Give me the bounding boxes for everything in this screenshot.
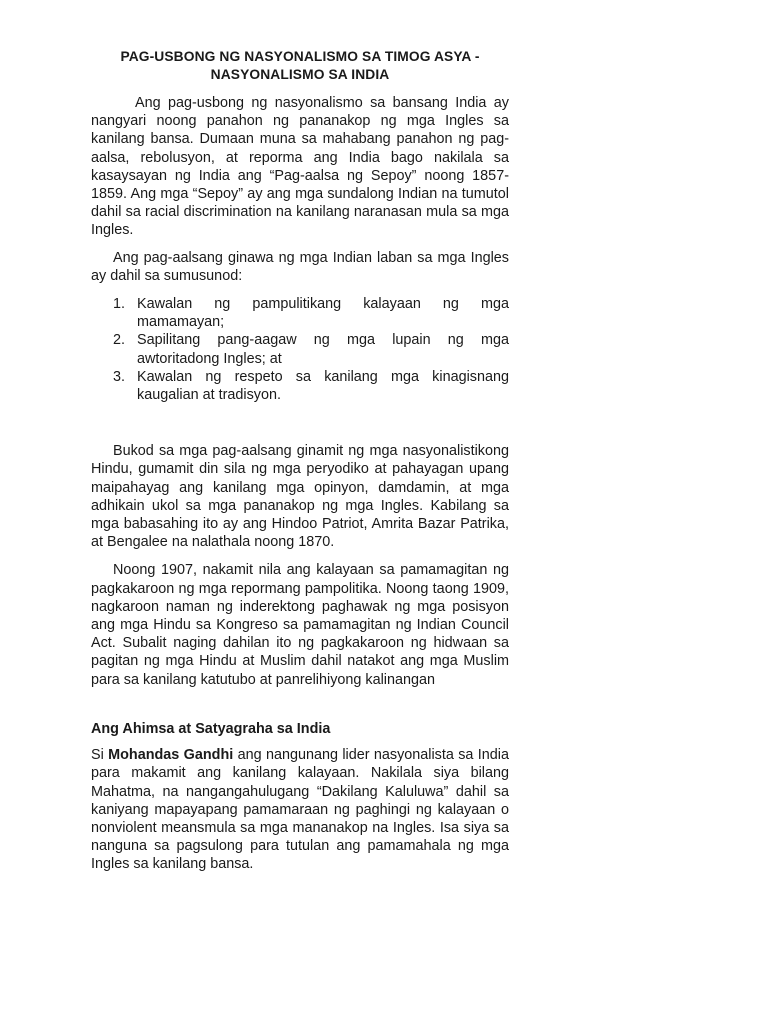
- document-page: [91, 48, 509, 874]
- document-title: [91, 48, 509, 84]
- gandhi-prefix: Si: [91, 747, 109, 764]
- list-item: [113, 331, 509, 367]
- list-item: [113, 368, 509, 404]
- list-item-number: 1.: [113, 296, 126, 313]
- list-item: [113, 295, 509, 331]
- list-item-number: 3.: [113, 368, 126, 385]
- causes-list: [91, 295, 509, 404]
- gandhi-name: Mohandas Gandhi: [108, 747, 234, 764]
- paragraph-intro: Ang pag-usbong ng nasyonalismo sa bansang India ay nangyari noong panahon ng pananakop ng mga Ingles sa kanilang bansa. Dumaan muna sa mahabang panahon ng pag-aalsa, rebolusyon, at reporma ang India bago nakilala sa kasaysayan ng India ang “Pag-aalsa ng Sepoy” noong 1857-1859. Ang mga “Sepoy” ay ang mga sundalong Indian na tumutol dahil sa racial discrimination na kanilang naranasan mula sa mga Ingles.: [91, 95, 509, 239]
- section-heading: Ang Ahimsa at Satyagraha sa India: [91, 720, 331, 737]
- list-item-text: Kawalan ng respeto sa kanilang mga kinagisnang kaugalian at tradisyon.: [137, 368, 509, 404]
- list-item-text: Kawalan ng pampulitikang kalayaan ng mga mamamayan;: [137, 296, 509, 331]
- paragraph-gandhi: [91, 746, 509, 873]
- title-line-2: NASYONALISMO SA INDIA: [210, 67, 390, 82]
- paragraph-reforms: Noong 1907, nakamit nila ang kalayaan sa pamamagitan ng pagkakaroon ng mga repormang pampolitika. Noong taong 1909, nagkaroon naman ng inderektong paghawak ng mga posisyon ang mga Hindu sa Kongreso sa pamamagitan ng Indian Council Act. Subalit naging dahilan ito ng pagkakaroon ng hidwaan sa pagitan ng mga Hindu at Muslim dahil natakot ang mga Muslim para sa kanilang katutubo at panrelihiyong kalinangan: [91, 562, 509, 688]
- paragraph-causes-intro: Ang pag-aalsang ginawa ng mga Indian laban sa mga Ingles ay dahil sa sumusunod:: [91, 249, 509, 284]
- list-item-text: Sapilitang pang-aagaw ng mga lupain ng mga awtoritadong Ingles; at: [137, 332, 509, 367]
- list-item-number: 2.: [113, 332, 126, 349]
- title-line-1: PAG-USBONG NG NASYONALISMO SA TIMOG ASYA -: [120, 49, 480, 64]
- gandhi-text: ang nangunang lider nasyonalista sa India para makamit ang kanilang kalayaan. Nakilala siya bilang Mahatma, na nangangahulugang “Dakilang Kaluluwa” dahil sa kaniyang mapayapang pamamaraan ng paghingi ng kalayaan o nonviolent meansmula sa mga mananakop na Ingles. Isa siya sa nanguna sa pagsulong para tutulan ang pamamahala ng mga Ingles sa kanilang bansa.: [91, 747, 509, 873]
- paragraph-periodicals: Bukod sa mga pag-aalsang ginamit ng mga nasyonalistikong Hindu, gumamit din sila ng mga peryodiko at pahayagan upang maipahayag ang kanilang mga opinyon, damdamin, at mga adhikain ukol sa mga pananakop ng mga Ingles. Kabilang sa mga babasahing ito ay ang Hindoo Patriot, Amrita Bazar Patrika, at Bengalee na nalathala noong 1870.: [91, 443, 509, 551]
